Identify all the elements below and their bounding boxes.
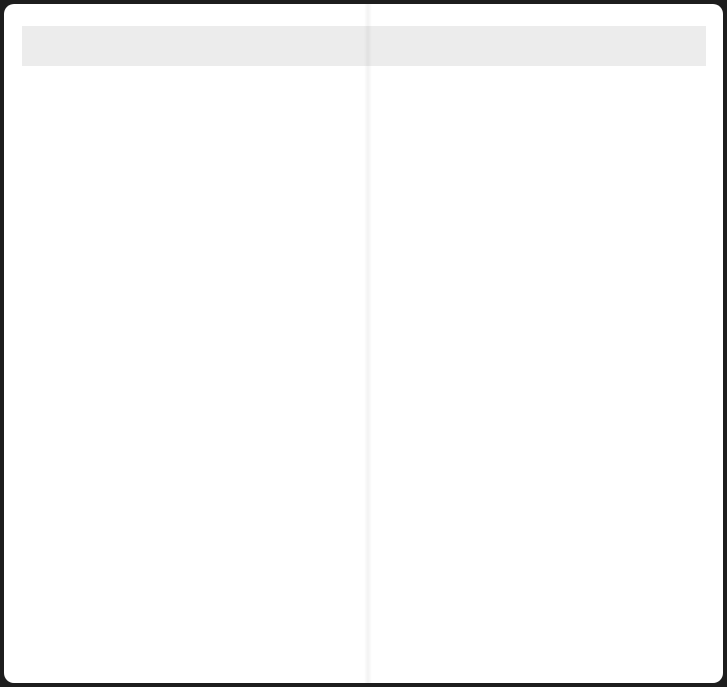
page-fold bbox=[364, 4, 372, 683]
planner-page bbox=[4, 4, 723, 683]
